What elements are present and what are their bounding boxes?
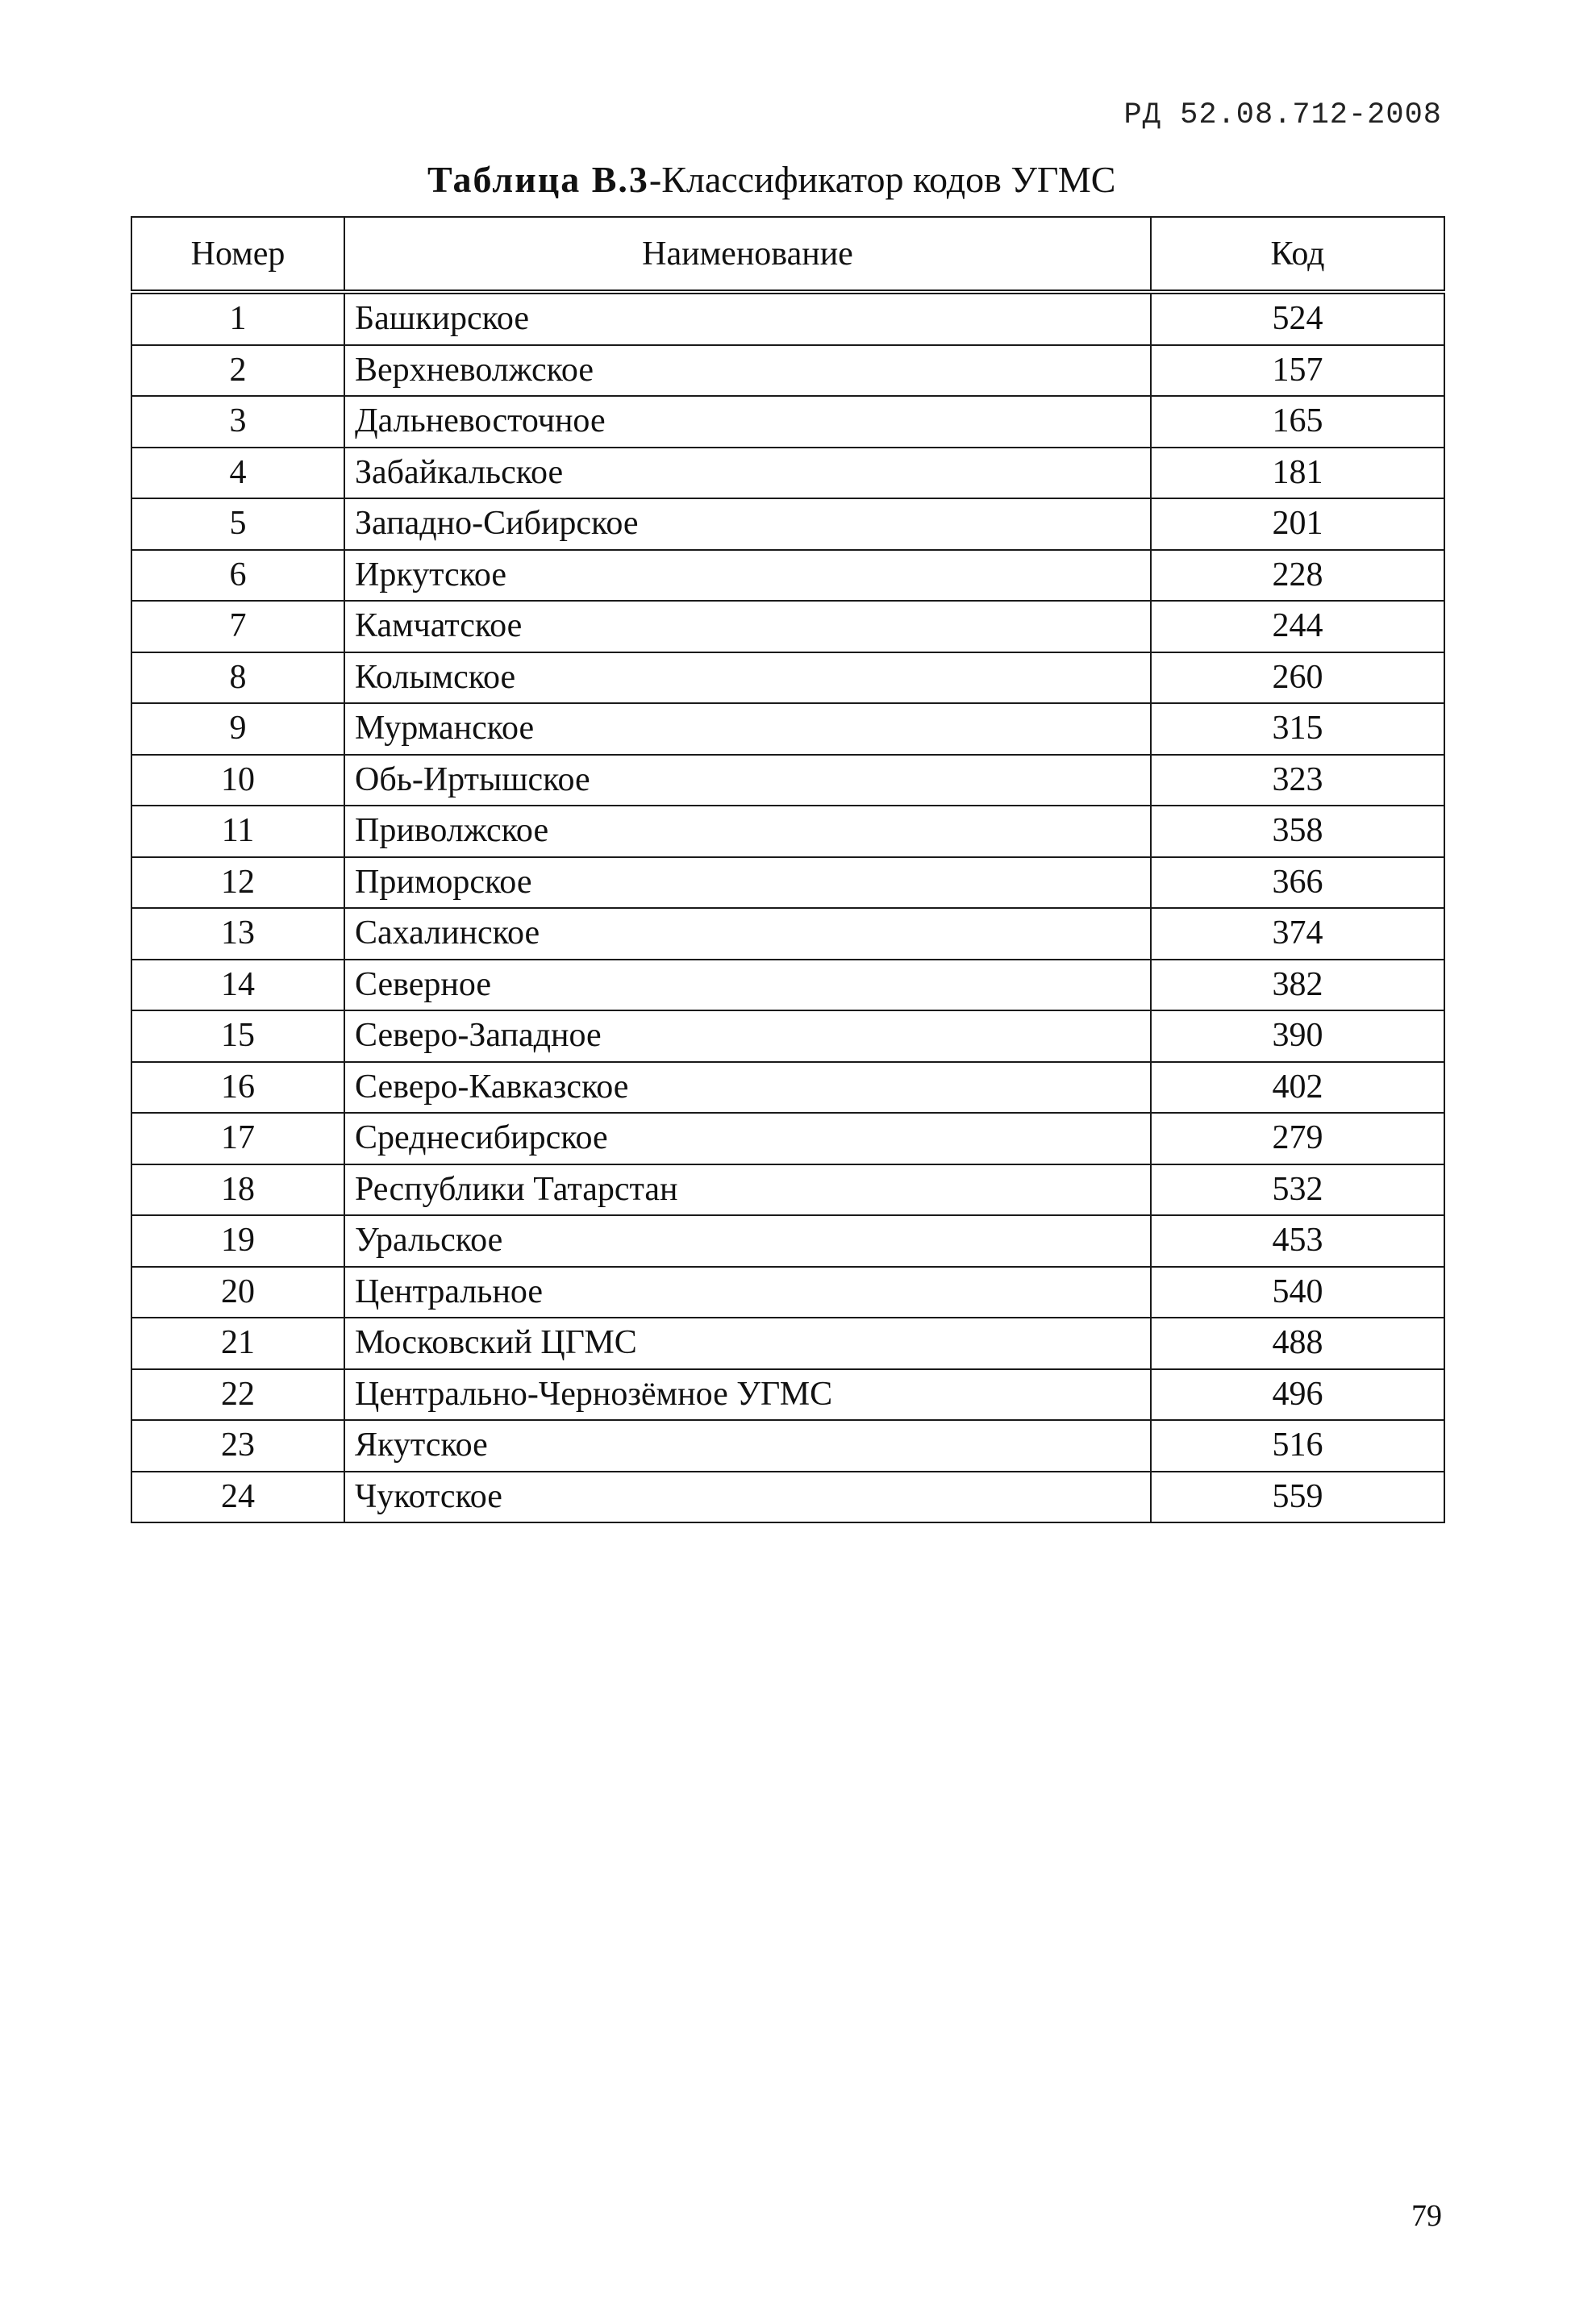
- row-number-cell: 8: [131, 652, 344, 704]
- row-code-cell: 402: [1151, 1062, 1444, 1114]
- row-number-cell: 18: [131, 1164, 344, 1216]
- row-number-cell: 14: [131, 960, 344, 1011]
- table-row: [131, 960, 1444, 1011]
- table-row: [131, 1318, 1444, 1369]
- ugms-code-table: [131, 216, 1445, 1523]
- table-title-label: Таблица В.3: [427, 159, 649, 200]
- table-row: [131, 1010, 1444, 1062]
- row-code-cell: 244: [1151, 601, 1444, 652]
- row-name-cell: Колымское: [344, 652, 1151, 704]
- row-name-cell: Верхневолжское: [344, 345, 1151, 397]
- row-name-cell: Среднесибирское: [344, 1113, 1151, 1164]
- row-code-cell: 201: [1151, 498, 1444, 550]
- table-row: [131, 652, 1444, 704]
- table-title-text: -Классификатор кодов УГМС: [648, 159, 1116, 200]
- row-code-cell: 358: [1151, 806, 1444, 857]
- column-header-number: Номер: [131, 217, 344, 292]
- row-number-cell: 10: [131, 755, 344, 806]
- table-row: [131, 1369, 1444, 1421]
- table-row: [131, 448, 1444, 499]
- row-name-cell: Северо-Западное: [344, 1010, 1151, 1062]
- table-row: [131, 345, 1444, 397]
- row-name-cell: Башкирское: [344, 292, 1151, 345]
- row-name-cell: Центрально-Чернозёмное УГМС: [344, 1369, 1151, 1421]
- table-row: [131, 1164, 1444, 1216]
- row-code-cell: 453: [1151, 1215, 1444, 1267]
- row-code-cell: 374: [1151, 908, 1444, 960]
- row-code-cell: 323: [1151, 755, 1444, 806]
- table-row: [131, 1062, 1444, 1114]
- row-number-cell: 24: [131, 1472, 344, 1523]
- row-code-cell: 516: [1151, 1420, 1444, 1472]
- table-row: [131, 806, 1444, 857]
- row-number-cell: 7: [131, 601, 344, 652]
- row-code-cell: 315: [1151, 703, 1444, 755]
- page-number: 79: [1411, 2199, 1442, 2233]
- table-row: [131, 292, 1444, 345]
- row-number-cell: 2: [131, 345, 344, 397]
- row-name-cell: Мурманское: [344, 703, 1151, 755]
- row-number-cell: 4: [131, 448, 344, 499]
- row-name-cell: Приволжское: [344, 806, 1151, 857]
- row-name-cell: Московский ЦГМС: [344, 1318, 1151, 1369]
- row-number-cell: 11: [131, 806, 344, 857]
- table-row: [131, 1420, 1444, 1472]
- table-row: [131, 498, 1444, 550]
- row-name-cell: Якутское: [344, 1420, 1151, 1472]
- row-code-cell: 559: [1151, 1472, 1444, 1523]
- row-code-cell: 260: [1151, 652, 1444, 704]
- column-header-code: Код: [1151, 217, 1444, 292]
- row-code-cell: 228: [1151, 550, 1444, 602]
- row-name-cell: Северное: [344, 960, 1151, 1011]
- table-row: [131, 550, 1444, 602]
- row-code-cell: 532: [1151, 1164, 1444, 1216]
- row-number-cell: 9: [131, 703, 344, 755]
- row-number-cell: 12: [131, 857, 344, 909]
- row-name-cell: Камчатское: [344, 601, 1151, 652]
- row-code-cell: 390: [1151, 1010, 1444, 1062]
- row-code-cell: 524: [1151, 292, 1444, 345]
- row-name-cell: Северо-Кавказское: [344, 1062, 1151, 1114]
- row-name-cell: Забайкальское: [344, 448, 1151, 499]
- row-name-cell: Уральское: [344, 1215, 1151, 1267]
- row-name-cell: Республики Татарстан: [344, 1164, 1151, 1216]
- row-number-cell: 1: [131, 292, 344, 345]
- table-header-row: [131, 217, 1444, 292]
- row-number-cell: 16: [131, 1062, 344, 1114]
- table-row: [131, 1472, 1444, 1523]
- row-name-cell: Дальневосточное: [344, 396, 1151, 448]
- row-code-cell: 540: [1151, 1267, 1444, 1318]
- table-row: [131, 1267, 1444, 1318]
- document-code: РД 52.08.712-2008: [1123, 98, 1442, 132]
- row-code-cell: 165: [1151, 396, 1444, 448]
- row-code-cell: 157: [1151, 345, 1444, 397]
- row-number-cell: 15: [131, 1010, 344, 1062]
- table-row: [131, 601, 1444, 652]
- row-number-cell: 22: [131, 1369, 344, 1421]
- row-number-cell: 13: [131, 908, 344, 960]
- table-row: [131, 908, 1444, 960]
- table-row: [131, 703, 1444, 755]
- row-number-cell: 17: [131, 1113, 344, 1164]
- row-number-cell: 5: [131, 498, 344, 550]
- row-code-cell: 496: [1151, 1369, 1444, 1421]
- row-number-cell: 19: [131, 1215, 344, 1267]
- row-code-cell: 366: [1151, 857, 1444, 909]
- table-body: [131, 292, 1444, 1522]
- row-name-cell: Иркутское: [344, 550, 1151, 602]
- row-name-cell: Сахалинское: [344, 908, 1151, 960]
- row-number-cell: 21: [131, 1318, 344, 1369]
- row-code-cell: 181: [1151, 448, 1444, 499]
- table-title: [427, 158, 1115, 201]
- row-code-cell: 488: [1151, 1318, 1444, 1369]
- row-name-cell: Центральное: [344, 1267, 1151, 1318]
- table-row: [131, 857, 1444, 909]
- row-number-cell: 6: [131, 550, 344, 602]
- table-row: [131, 396, 1444, 448]
- table-row: [131, 1215, 1444, 1267]
- row-name-cell: Обь-Иртышское: [344, 755, 1151, 806]
- row-number-cell: 3: [131, 396, 344, 448]
- table-row: [131, 1113, 1444, 1164]
- row-code-cell: 382: [1151, 960, 1444, 1011]
- row-name-cell: Западно-Сибирское: [344, 498, 1151, 550]
- row-number-cell: 20: [131, 1267, 344, 1318]
- row-code-cell: 279: [1151, 1113, 1444, 1164]
- column-header-name: Наименование: [344, 217, 1151, 292]
- row-name-cell: Приморское: [344, 857, 1151, 909]
- row-number-cell: 23: [131, 1420, 344, 1472]
- row-name-cell: Чукотское: [344, 1472, 1151, 1523]
- table-row: [131, 755, 1444, 806]
